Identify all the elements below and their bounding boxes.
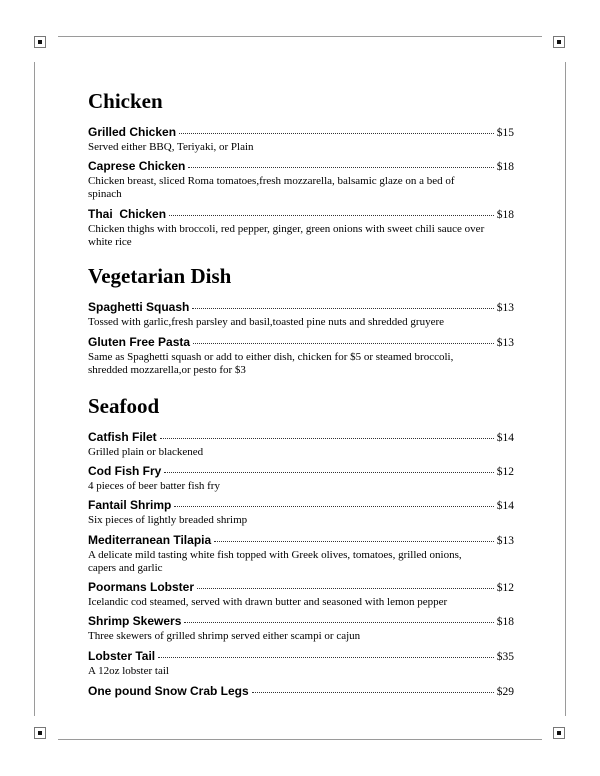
section-title-chicken: Chicken <box>88 89 163 113</box>
item-description: Same as Spaghetti squash or add to either dish, chicken for $5 or steamed broccoli, shredded mozzarella,or pesto for $3 <box>88 351 454 376</box>
item-price: $35 <box>496 651 514 663</box>
item-price: $18 <box>496 209 514 221</box>
item-name: Catfish Filet <box>88 430 157 444</box>
item-description: Six pieces of lightly breaded shrimp <box>88 514 248 526</box>
page-border-left <box>34 62 35 716</box>
dot-leader <box>174 499 493 509</box>
dot-leader <box>169 208 494 218</box>
menu-item-shrimp-skewers <box>88 614 514 643</box>
item-price: $15 <box>496 127 514 139</box>
dot-leader <box>193 336 494 346</box>
menu-item-gluten-free-pasta <box>88 335 514 377</box>
dot-leader <box>188 160 493 170</box>
item-price: $13 <box>496 337 514 349</box>
item-name: Shrimp Skewers <box>88 614 182 628</box>
item-name: Grilled Chicken <box>88 125 177 139</box>
item-description: 4 pieces of beer batter fish fry <box>88 480 220 492</box>
dot-leader <box>197 581 494 591</box>
item-price: $14 <box>496 500 514 512</box>
dot-leader <box>179 126 494 136</box>
corner-handle-bottom-left <box>34 727 46 739</box>
item-name: Cod Fish Fry <box>88 464 162 478</box>
menu-item-cod-fish-fry <box>88 464 514 493</box>
item-name: Caprese Chicken <box>88 159 186 173</box>
item-name: Spaghetti Squash <box>88 300 190 314</box>
item-name: Mediterranean Tilapia <box>88 533 212 547</box>
item-price: $14 <box>496 432 514 444</box>
dot-leader <box>192 301 493 311</box>
item-description: Served either BBQ, Teriyaki, or Plain <box>88 141 254 153</box>
item-description: Grilled plain or blackened <box>88 446 204 458</box>
item-price: $12 <box>496 582 514 594</box>
item-price: $18 <box>496 161 514 173</box>
item-description: Tossed with garlic,fresh parsley and basil,toasted pine nuts and shredded gruyere <box>88 316 445 328</box>
dot-leader <box>160 431 494 441</box>
corner-handle-bottom-right <box>553 727 565 739</box>
page-border-bottom <box>58 739 542 740</box>
menu-item-spaghetti-squash <box>88 300 514 329</box>
menu-item-lobster-tail <box>88 649 514 678</box>
item-description: Chicken breast, sliced Roma tomatoes,fresh mozzarella, balsamic glaze on a bed of spinach <box>88 175 455 200</box>
item-price: $18 <box>496 616 514 628</box>
item-description: A 12oz lobster tail <box>88 665 169 677</box>
item-description: A delicate mild tasting white fish topped with Greek olives, tomatoes, grilled onions, capers and garlic <box>88 549 462 574</box>
menu-item-mediterranean-tilapia <box>88 533 514 575</box>
menu-item-poormans-lobster <box>88 580 514 609</box>
item-name: Poormans Lobster <box>88 580 195 594</box>
menu-item-fantail-shrimp <box>88 498 514 527</box>
section-title-vegetarian: Vegetarian Dish <box>88 264 232 288</box>
dot-leader <box>164 465 493 475</box>
item-price: $12 <box>496 466 514 478</box>
item-name: One pound Snow Crab Legs <box>88 684 249 698</box>
item-description: Icelandic cod steamed, served with drawn butter and seasoned with lemon pepper <box>88 596 448 608</box>
corner-handle-top-right <box>553 36 565 48</box>
item-name: Thai Chicken <box>88 207 167 221</box>
menu-item-catfish-filet <box>88 430 514 459</box>
menu-item-thai-chicken <box>88 207 514 249</box>
item-name: Lobster Tail <box>88 649 156 663</box>
dot-leader <box>184 615 493 625</box>
dot-leader <box>252 685 494 695</box>
page-border-top <box>58 36 542 37</box>
corner-handle-top-left <box>34 36 46 48</box>
menu-item-caprese-chicken <box>88 159 514 201</box>
item-name: Fantail Shrimp <box>88 498 172 512</box>
item-description: Three skewers of grilled shrimp served either scampi or cajun <box>88 630 361 642</box>
dot-leader <box>158 650 494 660</box>
menu-item-snow-crab-legs <box>88 684 514 699</box>
section-title-seafood: Seafood <box>88 394 160 418</box>
menu-item-grilled-chicken <box>88 125 514 154</box>
item-name: Gluten Free Pasta <box>88 335 191 349</box>
page-border-right <box>565 62 566 716</box>
item-price: $13 <box>496 302 514 314</box>
item-price: $29 <box>496 686 514 698</box>
item-description: Chicken thighs with broccoli, red pepper, ginger, green onions with sweet chili sauce over white rice <box>88 223 485 248</box>
item-price: $13 <box>496 535 514 547</box>
dot-leader <box>214 534 494 544</box>
